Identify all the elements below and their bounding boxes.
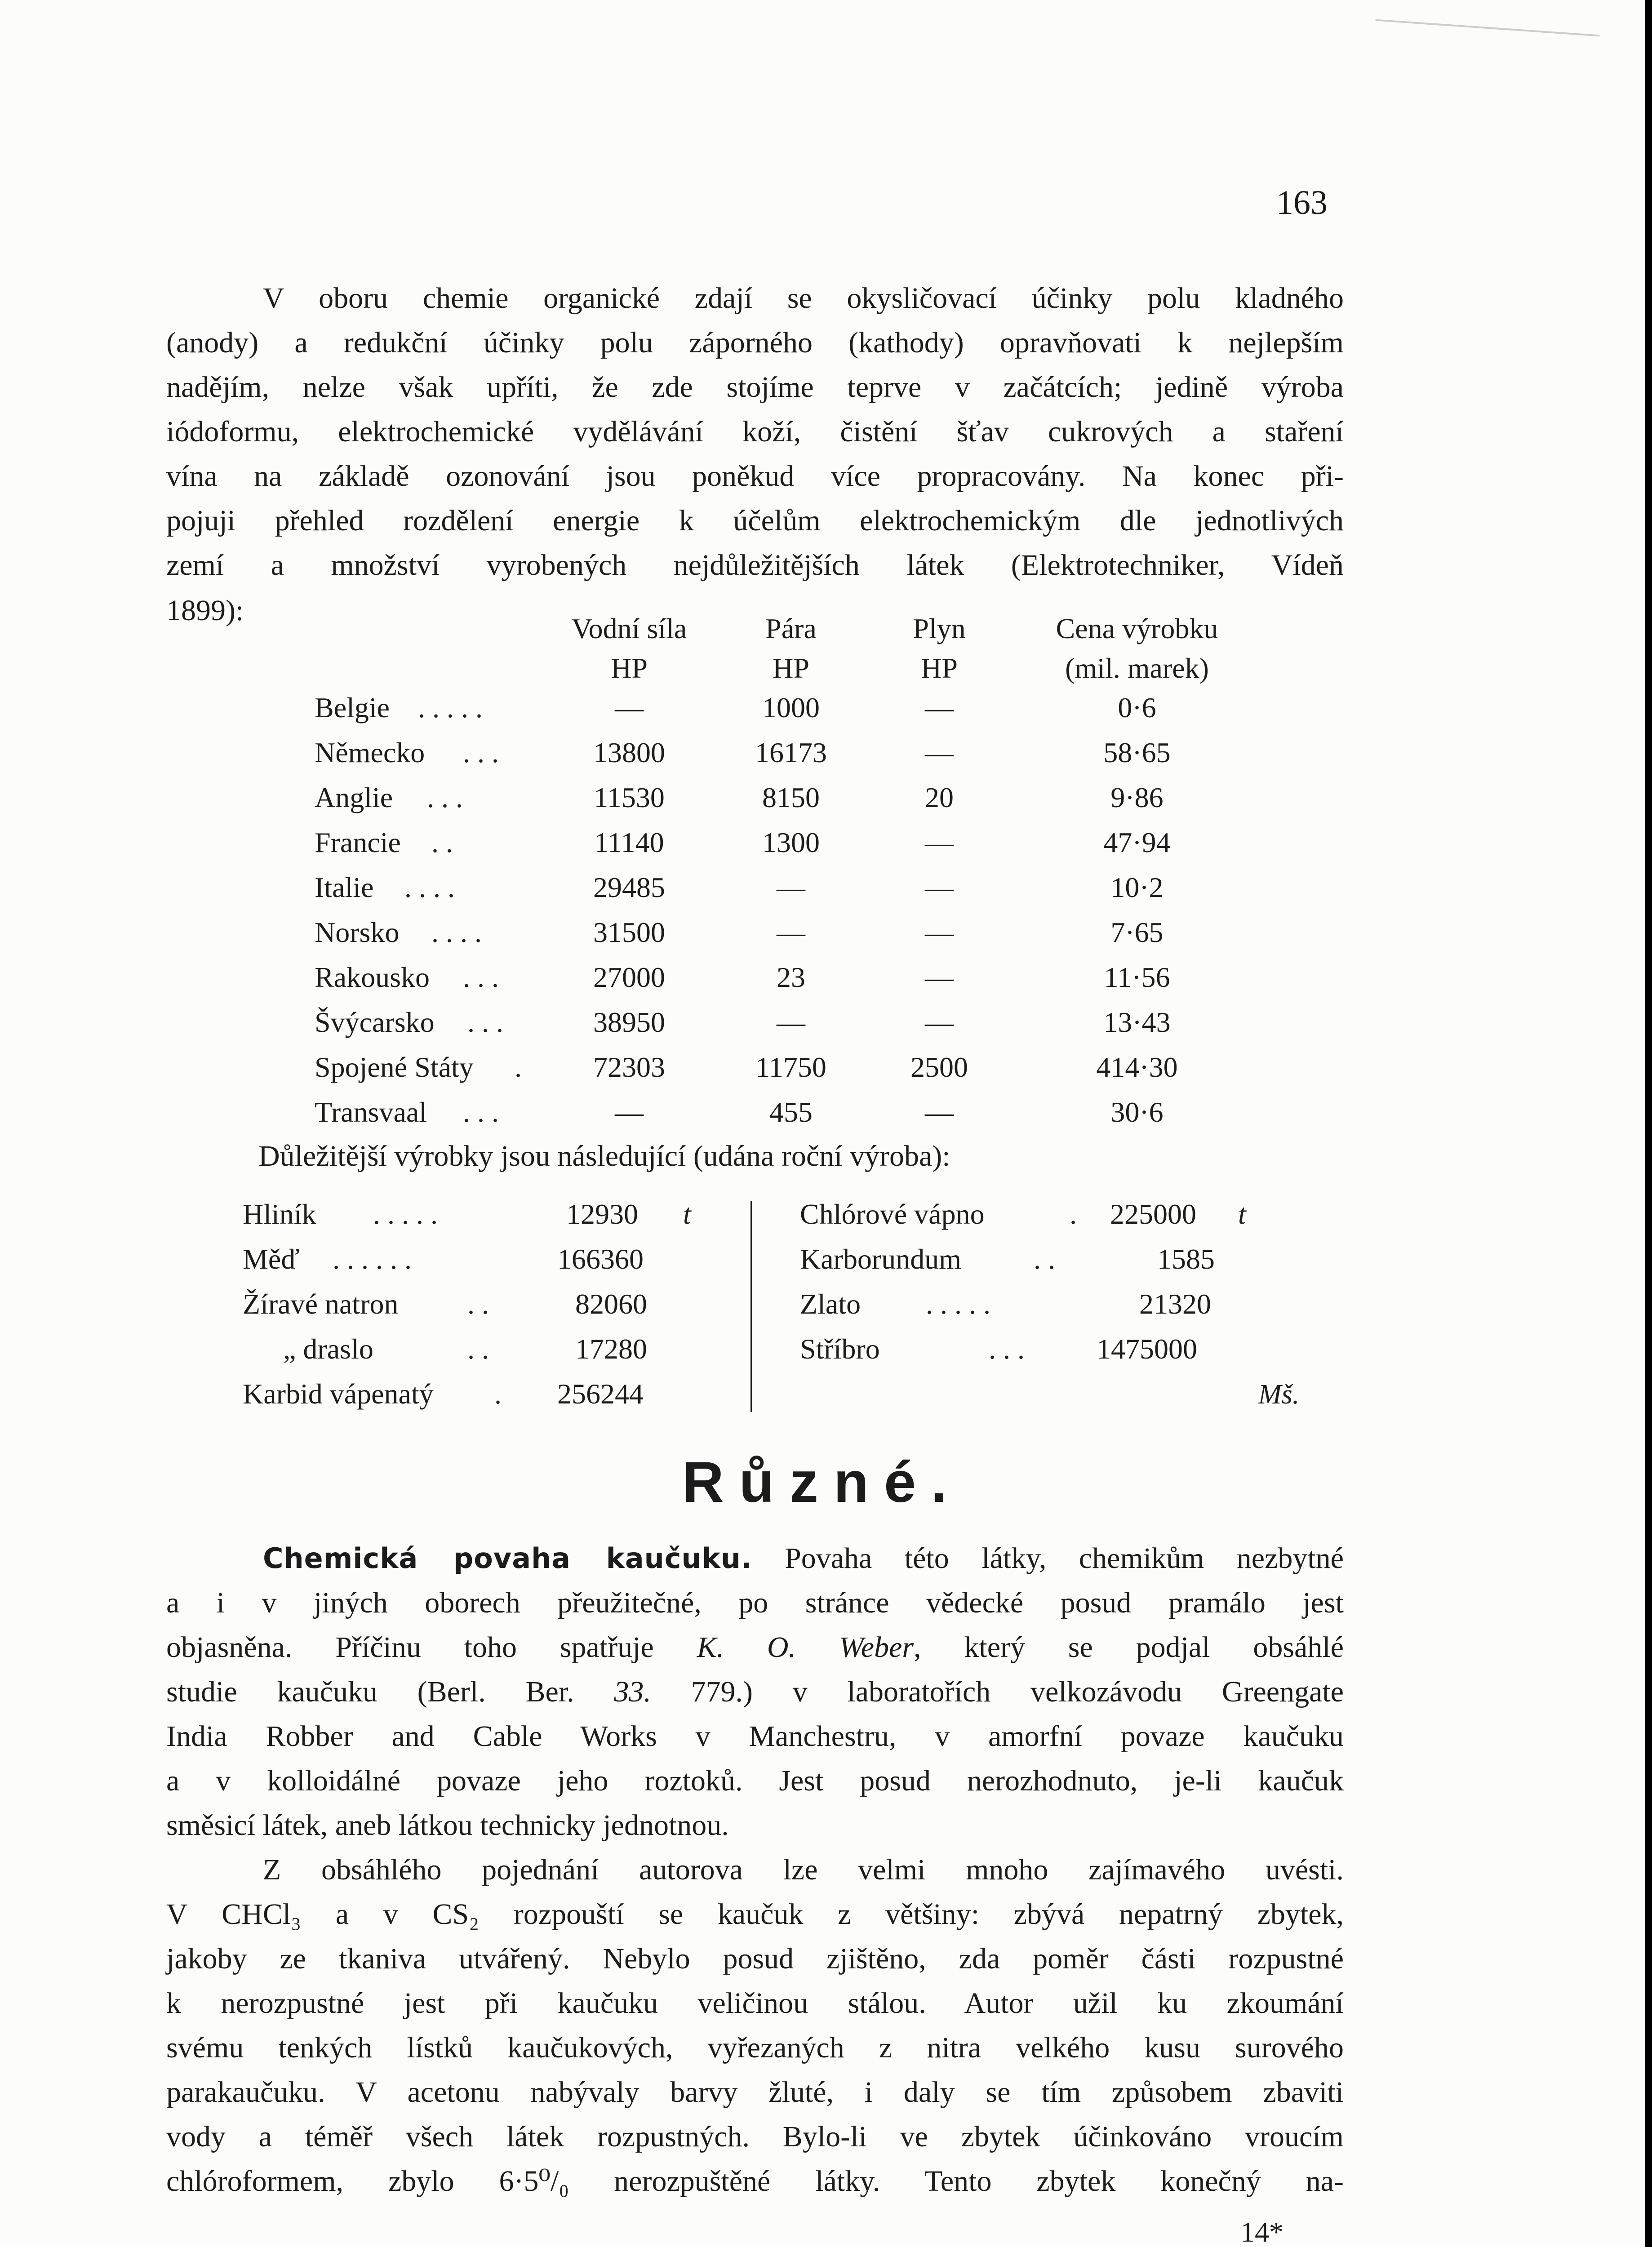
text-line: Z obsáhlého pojednání autorova lze velmi mnoho zajímavého uvésti.: [263, 1853, 1344, 1886]
country-name: Italie: [315, 871, 374, 903]
column-header-steam: [719, 609, 863, 688]
column-header-gas: [872, 609, 1007, 688]
text-line: iódoformu, elektrochemické vydělávání koží, čistění šťav cukrových a staření: [166, 415, 1344, 448]
product-value: 1585: [1157, 1243, 1215, 1275]
steam-value: 455: [769, 1096, 813, 1128]
text-run: Povaha této látky, chemikům nezbytné: [785, 1542, 1344, 1575]
dot-leader: .: [1070, 1198, 1077, 1230]
price-value: 414·30: [1096, 1051, 1178, 1083]
text-line: [166, 1625, 1344, 1670]
product-name: Hliník: [243, 1198, 316, 1230]
text-line: parakaučuku. V acetonu nabývaly barvy žluté, i daly se tím způsobem zbaviti: [166, 2076, 1344, 2109]
table-row: [315, 1000, 1267, 1045]
product-value: 12930: [566, 1198, 638, 1230]
dot-leader: . .: [467, 1333, 489, 1365]
text-run: objasněna. Příčinu toho spatřuje: [166, 1631, 654, 1664]
header-unit: HP: [921, 652, 958, 684]
gas-value: —: [925, 692, 954, 724]
country-name: Anglie: [315, 782, 393, 813]
product-name: „ draslo: [283, 1333, 373, 1365]
text-line: a v kolloidálné povaze jeho roztoků. Jest posud nerozhodnuto, je-li kaučuk: [166, 1764, 1344, 1797]
text-run: , který se podjal obsáhlé: [914, 1631, 1344, 1664]
country-name: Belgie: [315, 692, 390, 724]
column-header-price: [1007, 609, 1267, 688]
table-row: [315, 1045, 1267, 1090]
unit-label: t: [683, 1198, 691, 1230]
text-line: V CHCl₃ a v CS₂ rozpouští se kaučuk z většiny: zbývá nepatrný zbytek,: [166, 1898, 1344, 1931]
water-value: 29485: [593, 871, 665, 903]
gas-value: —: [925, 961, 954, 993]
header-label: Vodní síla: [571, 613, 687, 644]
gas-value: —: [925, 1096, 954, 1128]
text-line: India Robber and Cable Works v Manchestru, v amorfní povaze kaučuku: [166, 1720, 1344, 1753]
dot-leader: . . . .: [431, 916, 482, 948]
product-name: Zlato: [800, 1288, 861, 1320]
dot-leader: . . . . .: [926, 1288, 990, 1320]
country-name: Švýcarsko: [315, 1006, 435, 1038]
intro-paragraph: [166, 276, 1344, 587]
country-name: Spojené Státy: [315, 1051, 474, 1083]
steam-value: —: [777, 1006, 805, 1038]
price-value: 47·94: [1103, 826, 1171, 858]
steam-value: 23: [777, 961, 805, 993]
product-item: [800, 1192, 985, 1237]
water-value: 11140: [594, 826, 664, 858]
product-item: [800, 1237, 961, 1282]
dot-leader: . . . .: [404, 871, 455, 903]
water-value: —: [615, 1096, 644, 1128]
table-row: [315, 730, 1267, 775]
header-label: Cena výrobku: [1056, 613, 1218, 644]
product-item: [283, 1327, 373, 1372]
country-name: Francie: [315, 826, 401, 858]
text-line: k nerozpustné jest při kaučuku veličinou stálou. Autor užil ku zkoumání: [166, 1987, 1344, 2020]
steam-value: 1000: [762, 692, 820, 724]
table-row: [315, 820, 1267, 865]
product-name: Stříbro: [800, 1333, 880, 1365]
table-row: [315, 775, 1267, 820]
gas-value: —: [925, 1006, 954, 1038]
dot-leader: . .: [1034, 1243, 1055, 1275]
column-header-water: [548, 609, 710, 688]
product-name: Karborundum: [800, 1243, 962, 1275]
text-line: V oboru chemie organické zdají se okysličovací účinky polu kladného: [263, 282, 1344, 315]
text-line: pojuji přehled rozdělení energie k účelům elektrochemickým dle jednotlivých: [166, 504, 1344, 537]
dot-leader: .: [494, 1378, 502, 1410]
text-line: vína na základě ozonování jsou poněkud více propracovány. Na konec při-: [166, 460, 1344, 493]
water-value: 72303: [593, 1051, 665, 1083]
price-value: 58·65: [1103, 737, 1171, 768]
product-value: 82060: [575, 1288, 647, 1320]
gas-value: —: [925, 737, 954, 768]
dot-leader: . . .: [463, 737, 499, 768]
text-line: [166, 1670, 1344, 1714]
price-value: 10·2: [1110, 871, 1164, 903]
country-name: Transvaal: [315, 1096, 427, 1128]
text-run: studie kaučuku (Berl. Ber.: [166, 1675, 574, 1708]
table-row: [315, 865, 1267, 910]
water-value: 31500: [593, 916, 665, 948]
dot-leader: . . . . .: [418, 692, 483, 724]
header-unit: HP: [773, 652, 809, 684]
dot-leader: . .: [431, 826, 453, 858]
water-value: 27000: [593, 961, 665, 993]
product-item: [800, 1282, 861, 1327]
product-value: 17280: [575, 1333, 647, 1365]
product-value: 1475000: [1097, 1333, 1197, 1365]
article-paragraph-1: [166, 1536, 1344, 1847]
water-value: —: [615, 692, 644, 724]
header-unit: (mil. marek): [1065, 652, 1209, 684]
table-row: [315, 1090, 1267, 1135]
dot-leader: . . .: [463, 1096, 499, 1128]
price-value: 30·6: [1110, 1096, 1164, 1128]
product-name: Měď: [243, 1243, 300, 1275]
dot-leader: . . .: [463, 961, 499, 993]
dot-leader: . . . . . .: [333, 1243, 412, 1275]
article-heading: Chemická povaha kaučuku.: [263, 1542, 752, 1575]
table-row: [315, 910, 1267, 955]
gas-value: —: [925, 826, 954, 858]
text-line: a i v jiných oborech přeužitečné, po stránce vědecké posud pramálo jest: [166, 1586, 1344, 1619]
dot-leader: . .: [467, 1288, 489, 1320]
scan-artifact-line: [1375, 19, 1599, 37]
product-value: 256244: [557, 1378, 644, 1410]
country-name: Rakousko: [315, 961, 430, 993]
steam-value: 11750: [755, 1051, 826, 1083]
gas-value: —: [925, 916, 954, 948]
product-name: Chlórové vápno: [800, 1198, 985, 1230]
product-value: 225000: [1110, 1198, 1196, 1230]
country-name: Německo: [315, 737, 425, 768]
product-item: [800, 1327, 880, 1372]
product-item: [243, 1192, 316, 1237]
author-name: K. O. Weber: [697, 1631, 914, 1664]
unit-label: t: [1238, 1198, 1246, 1230]
water-value: 13800: [593, 737, 665, 768]
author-signature: Mš.: [1258, 1379, 1300, 1410]
signature-mark: 14*: [1240, 2216, 1283, 2247]
product-item: [243, 1237, 300, 1282]
header-label: Plyn: [913, 613, 966, 644]
product-name: Karbid vápenatý: [243, 1378, 434, 1410]
price-value: 0·6: [1118, 692, 1156, 724]
products-intro: Důležitější výrobky jsou následující (udána roční výroba):: [258, 1140, 950, 1172]
product-name: Žíravé natron: [243, 1288, 399, 1320]
text-line: [166, 1536, 1344, 1581]
text-line: zemí a množství vyrobených nejdůležitějších látek (Elektrotechniker, Vídeň: [166, 549, 1344, 582]
steam-value: 1300: [762, 826, 820, 858]
text-line: jakoby ze tkaniva utvářený. Nebylo posud zjištěno, zda poměr části rozpustné: [166, 1942, 1344, 1975]
text-line: 1899):: [166, 594, 244, 627]
dot-leader: .: [515, 1051, 522, 1083]
steam-value: —: [777, 871, 805, 903]
reference-volume: 33.: [614, 1675, 651, 1708]
product-item: [243, 1372, 434, 1417]
product-value: 166360: [557, 1243, 644, 1275]
water-value: 11530: [594, 782, 665, 813]
text-line: (anody) a redukční účinky polu záporného (kathody) opravňovati k nejlepším: [166, 326, 1344, 359]
header-label: Pára: [765, 613, 817, 644]
column-divider: [751, 1201, 752, 1412]
gas-value: 20: [925, 782, 954, 813]
steam-value: 8150: [762, 782, 820, 813]
text-line: vody a téměř všech látek rozpustných. Bylo-li ve zbytek účinkováno vroucím: [166, 2120, 1344, 2153]
product-item: [243, 1282, 399, 1327]
dot-leader: . . .: [989, 1333, 1025, 1365]
text-line: chlóroformem, zbylo 6·5⁰/₀ nerozpuštěné látky. Tento zbytek konečný na-: [166, 2165, 1344, 2198]
dot-leader: . . .: [427, 782, 463, 813]
country-name: Norsko: [315, 916, 400, 948]
steam-value: 16173: [755, 737, 827, 768]
section-title: Různé.: [682, 1450, 963, 1514]
price-value: 7·65: [1110, 916, 1164, 948]
table-row: [315, 955, 1267, 1000]
header-unit: HP: [611, 652, 648, 684]
text-line: směsicí látek, aneb látkou technicky jednotnou.: [166, 1809, 729, 1842]
gas-value: —: [925, 871, 954, 903]
gas-value: 2500: [910, 1051, 968, 1083]
text-line: nadějím, nelze však upříti, že zde stojíme teprve v začátcích; jedině výroba: [166, 371, 1344, 404]
page-number: 163: [1276, 184, 1328, 222]
price-value: 9·86: [1110, 782, 1164, 813]
product-value: 21320: [1139, 1288, 1211, 1320]
text-run: 779.) v laboratořích velkozávodu Greengate: [691, 1675, 1344, 1708]
article-paragraph-2: [166, 1847, 1344, 2203]
dot-leader: . . . . .: [373, 1198, 438, 1230]
table-row: [315, 685, 1267, 730]
price-value: 11·56: [1104, 961, 1170, 993]
products-list: [243, 1192, 1330, 1417]
water-value: 38950: [593, 1006, 665, 1038]
price-value: 13·43: [1103, 1006, 1171, 1038]
text-line: svému tenkých lístků kaučukových, vyřezaných z nitra velkého kusu surového: [166, 2031, 1344, 2064]
dot-leader: . . .: [467, 1006, 503, 1038]
steam-value: —: [777, 916, 805, 948]
